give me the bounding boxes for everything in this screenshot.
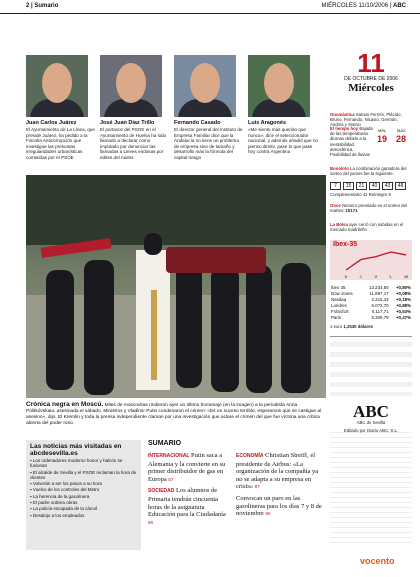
lottery-number: 43 <box>382 182 393 190</box>
abc-imprint: Editado por Diario ABC, S.L. <box>330 428 412 543</box>
index-cell: Ibex 35 <box>331 284 346 290</box>
sumario-item[interactable]: SOCIEDAD Los alumnos de Primaria tendrán cincuenta horas de la asignatura Educación para la Ciudadanía 88 <box>148 487 226 525</box>
list-item[interactable]: ▪ Volverán a ser los pasos a su hora <box>30 481 102 487</box>
box-title: Las noticias más visitadas en abcdesevilla.es <box>30 443 122 457</box>
weather-max-label: MÁX. <box>397 128 407 133</box>
index-cell: Fráncfort <box>331 308 349 314</box>
x-tick-label: V <box>374 274 378 279</box>
page-header <box>0 0 420 14</box>
index-cell: +0,53% <box>395 308 411 314</box>
list-item[interactable]: ▪ El padre ordena obras <box>30 500 78 506</box>
most-visited-list <box>30 458 137 518</box>
x-tick-label: M <box>404 274 408 279</box>
lottery-extra: Complementario 41 Reintegro 9 <box>330 192 391 197</box>
person-name: Fernando Casado <box>174 120 221 126</box>
bolsa-text: La Bolsa ayer cerró con subidas en el mercado madrileño <box>330 222 404 233</box>
portrait-juarez <box>26 55 88 117</box>
abc-subtitle: ABC de Sevilla <box>356 420 386 425</box>
x-tick-label: L <box>389 274 392 279</box>
lottery-text: Bonoloto La combinación ganadora del sorteo del jueves fue la siguiente: <box>330 166 407 177</box>
ibex-chart <box>330 240 412 280</box>
photo-caption <box>26 402 326 427</box>
sumario-heading: SUMARIO <box>148 440 182 447</box>
chart-title: Ibex-35 <box>333 241 358 248</box>
weather-text: El tiempo hoy Bajada de las temperaturas diurnas debido a la inestabilidad atmosférica. Posibilidad de lluvias <box>330 126 373 158</box>
sumario-item[interactable]: Convocan un paro en las gasolineras para los días 7 y 8 de noviembre 90 <box>236 494 322 518</box>
sumario-item[interactable]: ECONOMÍA Christian Streiff, el presidente de Airbus: «La organización de la compañía ya no se adapta a su empresa en crisis» 87 <box>236 452 319 491</box>
index-cell: +0,80% <box>395 284 411 290</box>
caption-text: Miles de moscovitas rindieron ayer un último homenaje (en la imagen) a la periodista Anna Politkóvskaia, asesinada el sábado. Ministros y Vladimir Putin condenaron el crimen: «Es un suceso terrible, esperamos que se castigue al asesino», dijo. El Kremlin y toda la prensa independiente claman por una investigación que aclare el crimen del que fue víctima una crítica abierta del poder ruso. <box>26 403 322 426</box>
once-text: Once Número premiado en el sorteo del martes: 10171 <box>330 203 407 214</box>
indices-table <box>330 284 412 320</box>
list-item[interactable]: ▪ La herencia de la gasolinera <box>30 493 90 499</box>
list-item[interactable]: ▪ Los ordenadores moderno honor y halcón se fusionan <box>30 458 123 469</box>
index-row <box>330 314 412 320</box>
index-cell: Nasdaq <box>331 296 347 302</box>
index-row <box>330 284 412 290</box>
index-cell: 6.117,71 <box>371 308 389 314</box>
day-number: 11 <box>357 48 385 78</box>
saints: Onomástica Santos Fermín, Plácido, Bruno, Fernando, Nicasio, Germán, Andrés y Sisinio <box>330 112 402 128</box>
person-name: José Juan Díaz Trillo <box>100 120 155 126</box>
x-tick-label: X <box>344 274 348 279</box>
index-cell: 2.315,43 <box>371 296 389 302</box>
index-cell: +0,08% <box>395 290 411 296</box>
sumario-col-2 <box>236 452 324 518</box>
weather-min-label: MÍN. <box>378 128 387 133</box>
caption-title: Crónica negra en Moscú. <box>26 401 104 408</box>
lottery-number: 15 <box>343 182 354 190</box>
index-cell: Londres <box>331 302 347 308</box>
index-row <box>330 296 412 302</box>
index-cell: 11.897,17 <box>369 290 389 296</box>
index-cell: +0,88% <box>395 302 411 308</box>
index-cell: +0,47% <box>395 314 411 320</box>
header-date: MIÉRCOLES 11/10/2006 | ABC <box>321 3 406 9</box>
lottery-number: 40 <box>369 182 380 190</box>
person-text: El portavoz del PSOE en el Ayuntamiento de Huelva ha sido llamado a declarar como imputado por denunciar las llamadas a Lleves endosas por edites del ruidos <box>100 127 167 160</box>
section-label: 2 | Sumario <box>26 3 59 9</box>
portrait-diaz-trillo <box>100 55 162 117</box>
person-name: Juan Carlos Juárez <box>26 120 77 126</box>
list-item[interactable]: ▪ La policía escapada de la cárcel <box>30 506 98 512</box>
portrait-casado <box>174 55 236 117</box>
list-item[interactable]: ▪ El alcalde de Sevilla y el PSOE reclaman la hora de clientes <box>30 469 137 480</box>
sumario-item[interactable]: INTERNACIONAL Putin saca a Alemania y la convierte en su primer distribuidor de gas en Europa 57 <box>148 452 226 483</box>
abc-logo: ABC <box>353 402 389 421</box>
sumario-col-1 <box>148 452 232 526</box>
person-text: El Ayuntamiento de La Línea, que preside Juárez, ha pedido a la Fiscalía Anticorrupción que investigue las presuntas irregularidades urbanísticas cometidas por el PSOE <box>26 127 95 160</box>
city-temps-grid <box>330 336 412 396</box>
list-item[interactable]: ▪ Vuelco de los controles del Metro <box>30 487 100 493</box>
index-cell: 5.309,79 <box>371 314 389 320</box>
weekday: Miércoles <box>348 82 394 94</box>
index-row <box>330 290 412 296</box>
list-item[interactable]: ▪ Desalojo a los empleados <box>30 512 85 518</box>
index-cell: Dow Jones <box>331 290 353 296</box>
x-tick-label: J <box>359 274 362 279</box>
index-cell: +0,18% <box>395 296 411 302</box>
lottery-number: 48 <box>395 182 406 190</box>
lottery-numbers <box>330 182 406 190</box>
person-name: Luis Aragonés <box>248 120 286 126</box>
temp-max: 28 <box>396 134 407 144</box>
most-visited-box <box>26 440 141 550</box>
lottery-number: 21 <box>356 182 367 190</box>
person-text: El director general del Instituto de Empresa Familiar dice que la Andalucía no tiene un problema de empresa sino de tamaño y desarrollo más la fórmula del capital riesgo <box>174 127 243 160</box>
vocento-logo: vocento <box>360 556 395 566</box>
date-box <box>330 50 412 94</box>
portrait-aragones <box>248 55 310 117</box>
euro-rate: 1 euro 1,2530 dólares <box>330 324 374 329</box>
index-cell: 13.234,50 <box>369 284 389 290</box>
funeral-photo <box>26 175 326 398</box>
index-row <box>330 302 412 308</box>
lottery-number: 7 <box>330 182 341 190</box>
index-cell: 6.072,70 <box>371 302 389 308</box>
person-text: «Me siento más querido que nunca», dice el seleccionador nacional, y además añadió que no pienso dimitir, pase lo que pase hoy contra Argentina <box>248 127 318 155</box>
month-year: DE OCTUBRE DE 2006 <box>344 76 398 82</box>
ibex-line <box>346 252 406 270</box>
index-row <box>330 308 412 314</box>
temp-min: 19 <box>377 134 388 144</box>
index-cell: Paris <box>331 314 342 320</box>
